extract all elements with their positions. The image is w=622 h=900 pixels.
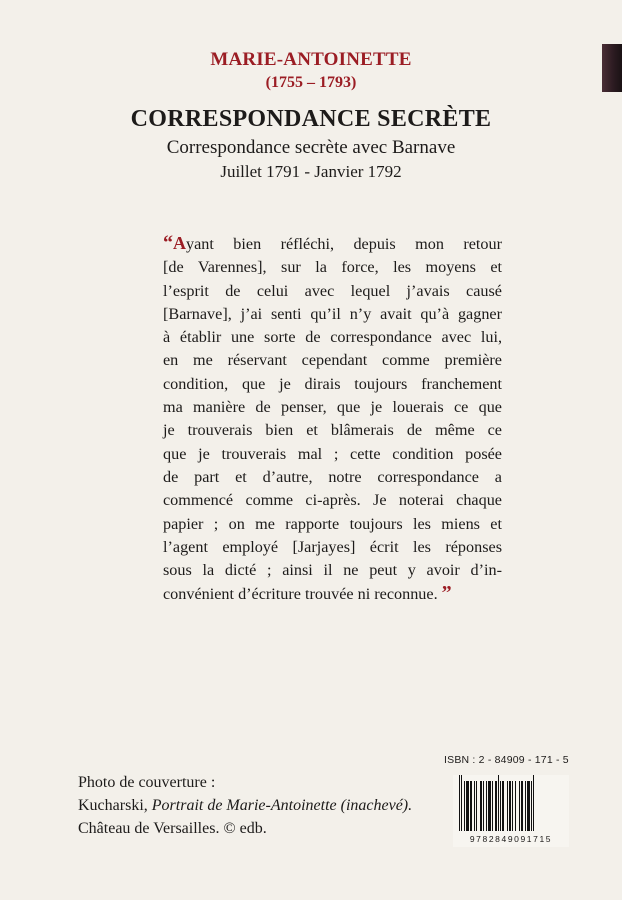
barcode-digits: 9782849091715 — [469, 834, 553, 844]
author-name: MARIE-ANTOINETTE — [210, 49, 412, 70]
barcode-bars — [459, 781, 567, 831]
quote-line — [163, 232, 502, 256]
author-dates: (1755 – 1793) — [265, 74, 357, 91]
drop-letter: A — [173, 233, 186, 253]
quote-line: ma manière de penser, que je louerais ce que — [163, 398, 502, 417]
quote-line: de part et d’autre, notre correspondance a — [163, 467, 502, 486]
book-subtitle: Correspondance secrète avec Barnave — [166, 137, 456, 158]
quote-line: [Barnave], j’ai senti qu’il n’y avait qu’à gagner — [163, 304, 502, 323]
barcode-bar — [534, 775, 535, 831]
quote-line — [163, 582, 502, 606]
quote-line: papier ; on me rapporte toujours les miens et — [163, 514, 502, 533]
isbn-label: ISBN : 2 - 84909 - 171 - 5 — [444, 754, 569, 766]
book-header — [0, 48, 622, 183]
quote-line: sous la dicté ; ainsi il ne peut y avoir d’in- — [163, 561, 502, 580]
quote-line: commencé comme ci-après. Je noterai chaque — [163, 491, 502, 510]
quote-line: à établir une sorte de correspondance avec lui, — [163, 328, 502, 347]
credits-artist: Kucharski, — [78, 797, 148, 814]
quote-line: [de Varennes], sur la force, les moyens et — [163, 258, 502, 277]
credits-artwork — [78, 794, 412, 817]
quote-line: que je trouverais mal ; cette condition posée — [163, 444, 502, 463]
close-quote-mark: ” — [441, 582, 452, 605]
quote-line-text: convénient d’écriture trouvée ni reconnue. — [163, 585, 438, 604]
book-period: Juillet 1791 - Janvier 1792 — [220, 162, 402, 181]
credits-label: Photo de couverture : — [78, 774, 216, 791]
quote-line: condition, que je dirais toujours franchement — [163, 374, 502, 393]
quote-line: je trouverais bien et blâmerais de même ce — [163, 421, 502, 440]
credits-work-title: Portrait de Marie-Antoinette (inachevé). — [151, 797, 413, 814]
barcode — [453, 775, 569, 847]
quote-line: l’esprit de celui avec lequel j’avais causé — [163, 281, 502, 300]
book-title: CORRESPONDANCE SECRÈTE — [130, 106, 492, 132]
quote-line: en me réservant cependant comme première — [163, 351, 502, 370]
quote-line: l’agent employé [Jarjayes] écrit les réponses — [163, 537, 502, 556]
credits-location: Château de Versailles. © edb. — [78, 820, 267, 837]
open-quote-mark: “ — [163, 232, 173, 254]
back-cover-quote — [163, 232, 502, 607]
quote-line-text: yant bien réfléchi, depuis mon retour — [186, 235, 502, 253]
cover-photo-credits — [78, 771, 412, 840]
